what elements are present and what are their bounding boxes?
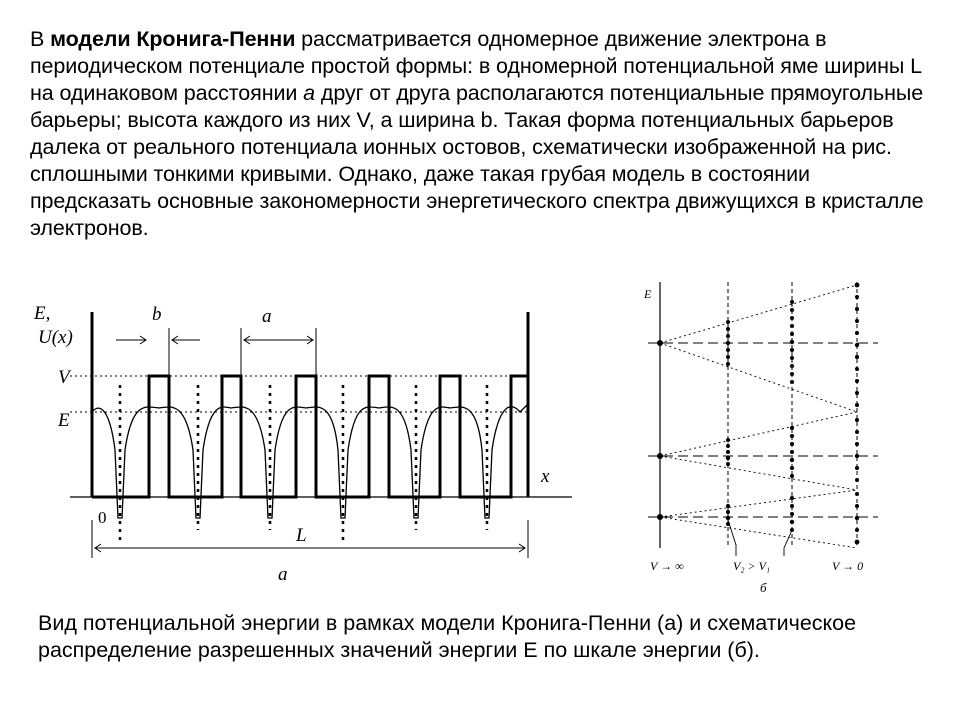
width-label-b: b [152,304,162,325]
model-name-bold: модели Кронига-Пенни [50,27,296,51]
v-infinity-label: V → ∞ [650,559,684,573]
para-text-3: друг от друга располагаются потенциальные прямоугольные барьеры; высота каждого из них V, а ширина b. Такая форма потенциальных барьеров далека от реального потенциала ионных остовов, схематически изображенной на рис. сплошными тонкими кривыми. Однако, даже такая грубая модель в состоянии предсказать основные закономерности энергетического спектра движущихся в кристалле электронов. [30,81,924,240]
para-text-2: рассматривается одномерное движение электрона в периодическом потенциале простой формы: в одномерной потенциальной яме ширины L на одинаковом расстоянии [30,27,922,105]
level-label-v: V [58,367,70,388]
figure-caption: Вид потенциальной энергии в рамках модели Кронига-Пенни (а) и схематическое распределение разрешенных значений энергии E по шкале энергии (б). [38,611,857,662]
period-label-a: a [262,306,272,327]
distance-symbol: a [303,81,316,105]
panel-label-b: б [760,580,767,595]
panel-label-a: a [278,564,288,585]
width-label-l: L [296,525,307,546]
y-axis-label-e: E, [34,303,51,324]
origin-label: 0 [98,508,107,527]
v-zero-label: V → 0 [832,559,864,573]
level-label-e: E [58,410,70,431]
v2-gt-v1-label: V₂ > V₁ [733,559,771,573]
para-text-1: В [30,27,51,51]
x-axis-label: x [541,466,550,487]
y-axis-label-u: U(x) [38,327,73,348]
energy-axis-label: E [644,287,652,301]
